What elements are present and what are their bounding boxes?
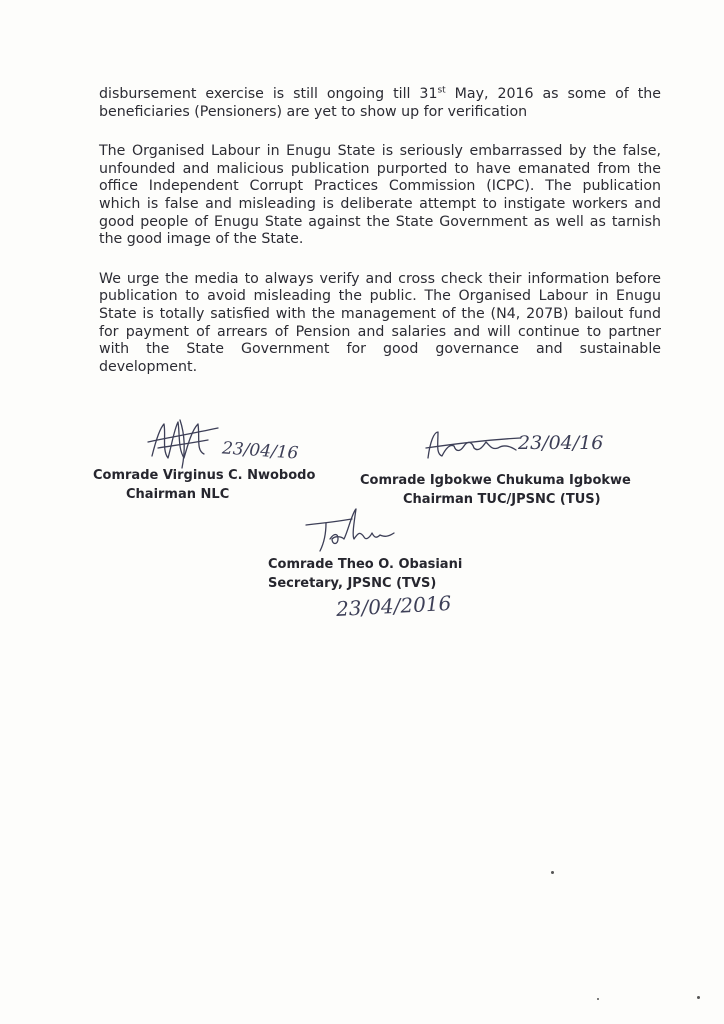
signatory-nwobodo-name: Comrade Virginus C. Nwobodo (93, 468, 316, 483)
scan-speck (697, 996, 700, 999)
handwritten-date-igbokwe: 23/04/16 (518, 432, 604, 454)
letter-body (99, 86, 661, 398)
signature-obasiani (304, 503, 400, 553)
paragraph-media-appeal: We urge the media to always verify and cross check their information before publication to avoid misleading the public. The Organised Labour in Enugu State is totally satisfied with the management of the (N4, 207B) bailout fund for payment of arrears of Pension and salaries and will continue to partner with the State Government for good governance and sustainable development. (99, 270, 661, 375)
handwritten-date-obasiani: 23/04/2016 (335, 590, 452, 622)
signatory-obasiani (268, 555, 462, 593)
signatory-obasiani-title: Secretary, JPSNC (TVS) (268, 576, 437, 591)
ordinal-suffix: st (437, 85, 446, 96)
scan-speck (597, 998, 599, 1000)
scan-speck (551, 871, 554, 874)
handwritten-date-nwobodo: 23/04/16 (221, 438, 299, 464)
signatory-igbokwe-title: Chairman TUC/JPSNC (TUS) (403, 492, 601, 507)
paragraph-verification-start: disbursement exercise is still ongoing till 31 (99, 86, 438, 102)
signatory-nwobodo (93, 466, 315, 504)
signatory-igbokwe (360, 471, 631, 509)
signatory-nwobodo-title: Chairman NLC (126, 487, 230, 502)
signatory-igbokwe-name: Comrade Igbokwe Chukuma Igbokwe (360, 473, 631, 488)
paragraph-publication: The Organised Labour in Enugu State is seriously embarrassed by the false, unfounded and malicious publication purported to have emanated from the office Independent Corrupt Practices Commission (ICPC). The publication which is false and misleading is deliberate attempt to instigate workers and good people of Enugu State against the State Government as well as tarnish the good image of the State. (99, 143, 661, 248)
paragraph-verification (99, 86, 661, 121)
signatory-obasiani-name: Comrade Theo O. Obasiani (268, 557, 463, 572)
signature-nwobodo (146, 418, 226, 470)
signature-igbokwe (424, 428, 524, 464)
paragraph-verification-end: May, 2016 as some of the beneficiaries (Pensioners) are yet to show up for verification (99, 86, 661, 120)
